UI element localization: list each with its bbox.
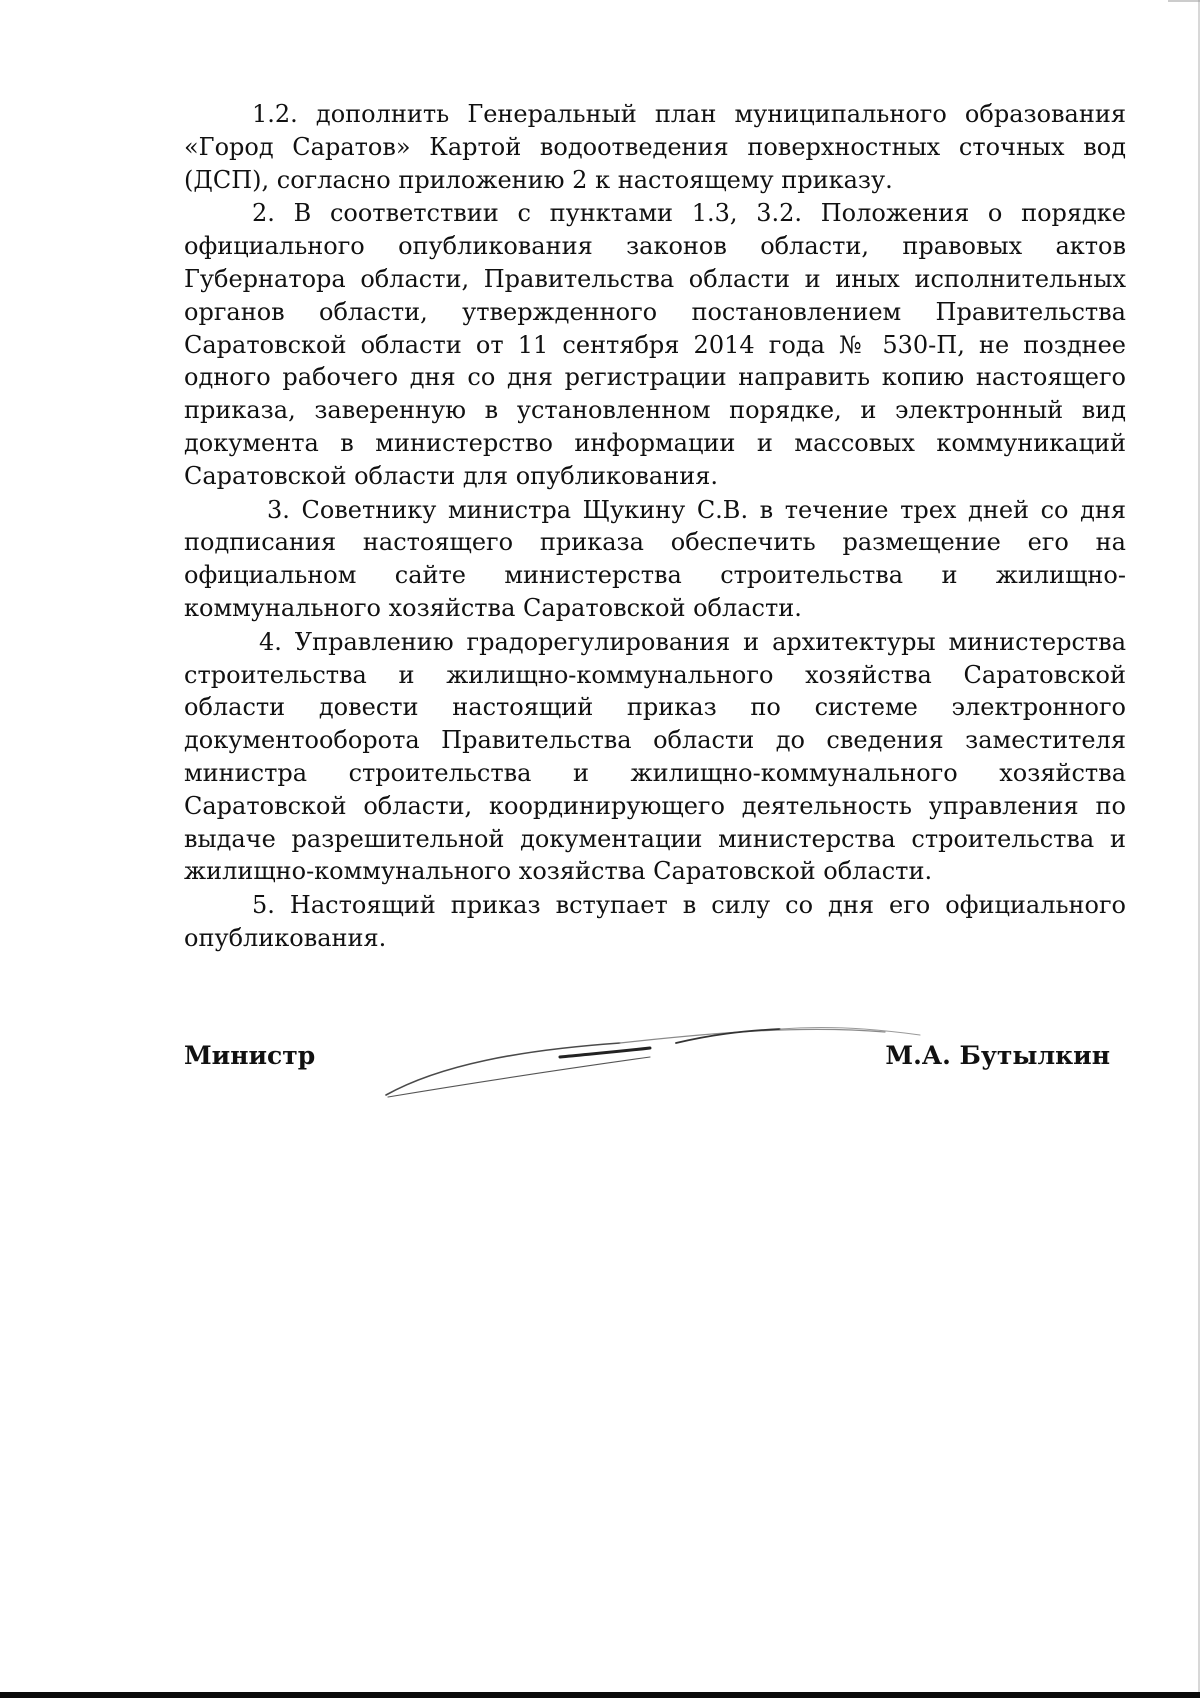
document-body <box>184 98 1126 955</box>
paragraph-5: 5. Настоящий приказ вступает в силу со дня его официального опубликования. <box>184 891 1126 952</box>
signatory-name: М.А. Бутылкин <box>885 1041 1110 1070</box>
paragraph-4: 4. Управлению градорегулирования и архитектуры министерства строительства и жилищно-коммунального хозяйства Саратовской области довести настоящий приказ по системе электронного документооборота Правительства области до сведения заместителя министра строительства и жилищно-коммунального хозяйства Саратовской области, координирующего деятельность управления по выдаче разрешительной документации министерства строительства и жилищно-коммунального хозяйства Саратовской области. <box>184 627 1126 886</box>
signatory-title: Министр <box>184 1041 316 1070</box>
scan-corner-mark <box>1160 0 1200 6</box>
signature-block <box>0 1040 1200 1080</box>
paragraph-2: 2. В соответствии с пунктами 1.3, 3.2. Положения о порядке официального опубликования законов области, правовых актов Губернатора области, Правительства области и иных исполнительных органов области, утвержденного постановлением Правительства Саратовской области от 11 сентября 2014 года № 530-П, не позднее одного рабочего дня со дня регистрации направить копию настоящего приказа, заверенную в установленном порядке, и электронный вид документа в министерство информации и массовых коммуникаций Саратовской области для опубликования. <box>184 199 1126 490</box>
paragraph-3: 3. Советнику министра Щукину С.В. в течение трех дней со дня подписания настоящего приказа обеспечить размещение его на официальном сайте министерства строительства и жилищно-коммунального хозяйства Саратовской области. <box>184 495 1126 622</box>
paragraph-1-2: 1.2. дополнить Генеральный план муниципального образования «Город Саратов» Картой водоотведения поверхностных сточных вод (ДСП), согласно приложению 2 к настоящему приказу. <box>184 100 1126 194</box>
scan-bottom-border <box>0 1692 1200 1698</box>
